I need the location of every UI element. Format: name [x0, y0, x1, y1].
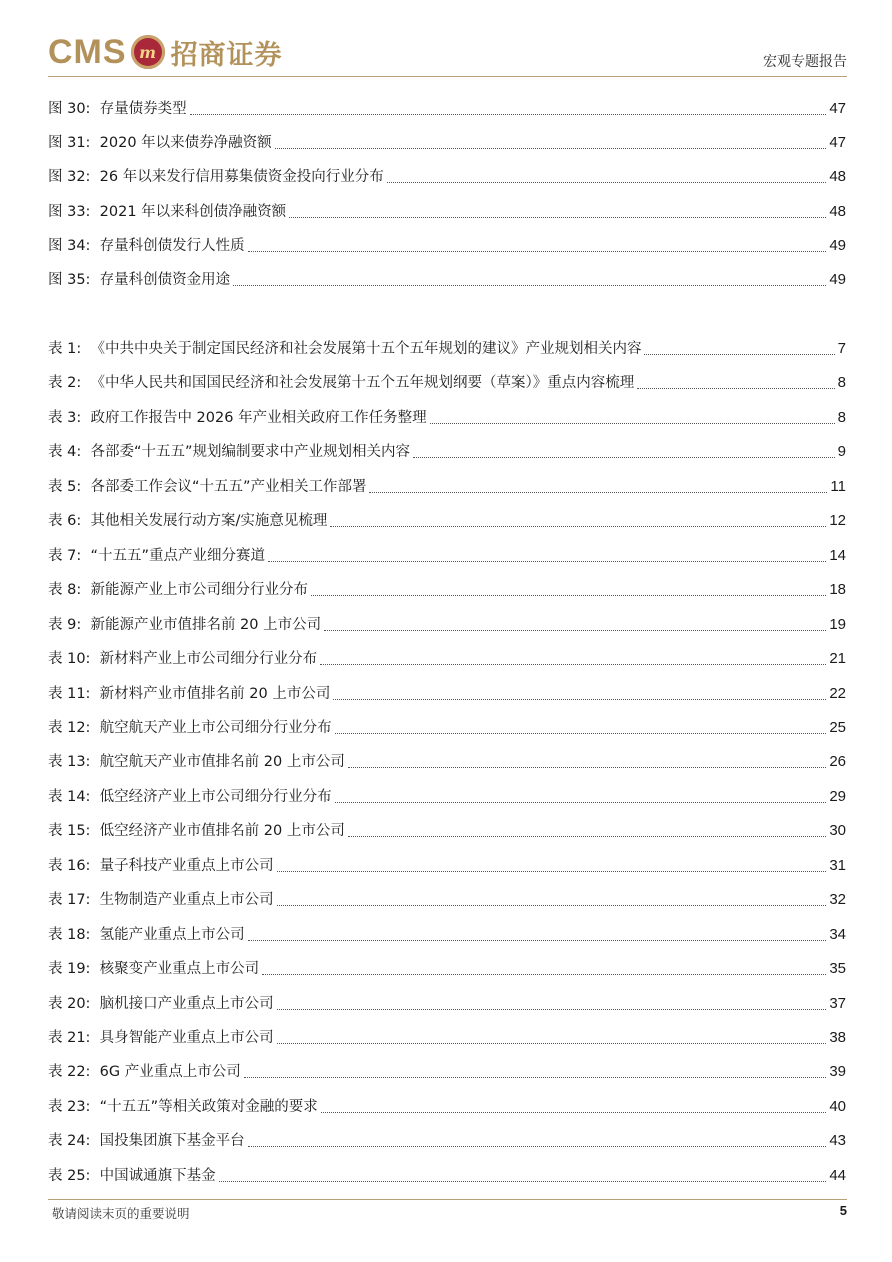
figure-entry[interactable]	[48, 268, 846, 290]
figure-label: 图 32:	[48, 169, 91, 186]
table-title: 《中华人民共和国国民经济和社会发展第十五个五年规划纲要（草案）》重点内容梳理	[90, 375, 635, 392]
figure-label: 图 34:	[48, 237, 91, 254]
table-title: “十五五”重点产业细分赛道	[90, 547, 265, 564]
table-page-number: 40	[829, 1097, 846, 1115]
table-label: 表 14:	[48, 788, 91, 805]
figure-entry[interactable]	[48, 234, 846, 256]
dot-leader	[644, 353, 834, 355]
figure-page-number: 49	[829, 236, 846, 254]
dot-leader	[289, 216, 826, 218]
table-label: 表 3:	[48, 409, 82, 426]
dot-leader	[277, 904, 827, 906]
table-title: 量子科技产业重点上市公司	[99, 857, 274, 874]
table-page-number: 19	[829, 615, 846, 633]
table-entry[interactable]	[48, 888, 846, 910]
table-entry[interactable]	[48, 682, 846, 704]
page-number: 5	[839, 1203, 847, 1218]
table-label: 表 4:	[48, 444, 82, 461]
table-label: 表 22:	[48, 1064, 91, 1081]
table-label: 表 25:	[48, 1167, 91, 1184]
figure-title: 存量债券类型	[99, 101, 187, 117]
figure-entry[interactable]	[48, 200, 846, 222]
table-page-number: 37	[829, 994, 846, 1012]
table-page-number: 14	[829, 546, 846, 564]
table-page-number: 18	[829, 581, 846, 599]
dot-leader	[311, 594, 826, 596]
figure-label: 图 31:	[48, 135, 91, 152]
table-title: 其他相关发展行动方案/实施意见梳理	[90, 513, 328, 530]
table-entry[interactable]	[48, 509, 846, 531]
table-title: 航空航天产业上市公司细分行业分布	[99, 719, 332, 736]
table-page-number: 9	[837, 443, 846, 461]
table-page-number: 25	[829, 718, 846, 736]
table-title: 航空航天产业市值排名前 20 上市公司	[99, 754, 345, 771]
report-type: 宏观专题报告	[763, 54, 847, 70]
table-title: 氢能产业重点上市公司	[99, 926, 245, 943]
figure-page-number: 48	[829, 168, 846, 186]
table-entry[interactable]	[48, 819, 846, 841]
table-label: 表 20:	[48, 995, 91, 1012]
table-entry[interactable]	[48, 1129, 846, 1151]
table-page-number: 44	[829, 1166, 846, 1184]
dot-leader	[637, 387, 834, 389]
dot-leader	[333, 698, 826, 700]
table-page-number: 35	[829, 960, 846, 978]
table-entry[interactable]	[48, 337, 846, 359]
table-label: 表 23:	[48, 1098, 91, 1115]
table-entry[interactable]	[48, 406, 846, 428]
table-label: 表 19:	[48, 961, 91, 978]
dot-leader	[387, 181, 827, 183]
figure-label: 图 30:	[48, 101, 91, 117]
dot-leader	[248, 250, 827, 252]
table-page-number: 11	[830, 477, 846, 495]
table-title: 国投集团旗下基金平台	[99, 1133, 245, 1150]
header-divider	[48, 76, 847, 77]
table-page-number: 39	[829, 1063, 846, 1081]
table-label: 表 16:	[48, 857, 91, 874]
table-title: 各部委工作会议“十五五”产业相关工作部署	[90, 478, 367, 495]
dot-leader	[277, 870, 827, 872]
dot-leader	[330, 525, 826, 527]
table-entry[interactable]	[48, 750, 846, 772]
table-entry[interactable]	[48, 854, 846, 876]
table-entry[interactable]	[48, 785, 846, 807]
table-entry[interactable]	[48, 440, 846, 462]
table-title: 政府工作报告中 2026 年产业相关政府工作任务整理	[90, 409, 427, 426]
table-title: 各部委“十五五”规划编制要求中产业规划相关内容	[90, 444, 410, 461]
table-entry[interactable]	[48, 578, 846, 600]
table-label: 表 2:	[48, 375, 82, 392]
dot-leader	[324, 629, 826, 631]
table-entry[interactable]	[48, 1164, 846, 1186]
table-page-number: 29	[829, 787, 846, 805]
figure-entry[interactable]	[48, 165, 846, 187]
table-page-number: 31	[829, 856, 846, 874]
figure-page-number: 47	[829, 134, 846, 152]
table-page-number: 30	[829, 822, 846, 840]
figure-title: 2020 年以来债券净融资额	[99, 135, 272, 152]
figure-entry[interactable]	[48, 131, 846, 153]
figure-title: 存量科创债发行人性质	[99, 237, 245, 254]
dot-leader	[233, 284, 826, 286]
dot-leader	[277, 1042, 827, 1044]
figure-page-number: 47	[829, 100, 846, 117]
table-title: 新材料产业市值排名前 20 上市公司	[99, 685, 331, 702]
dot-leader	[413, 456, 835, 458]
figure-entry[interactable]	[48, 97, 846, 119]
table-label: 表 6:	[48, 513, 82, 530]
table-title: 新材料产业上市公司细分行业分布	[99, 651, 318, 668]
table-label: 表 1:	[48, 341, 82, 357]
dot-leader	[335, 801, 827, 803]
figure-label: 图 35:	[48, 272, 91, 288]
table-title: 新能源产业市值排名前 20 上市公司	[90, 616, 322, 633]
figure-title: 存量科创债资金用途	[99, 272, 231, 288]
table-entry[interactable]	[48, 1060, 846, 1082]
table-entry[interactable]	[48, 371, 846, 393]
figure-label: 图 33:	[48, 203, 91, 220]
logo-latin-text: CMS	[48, 32, 127, 71]
table-title: “十五五”等相关政策对金融的要求	[99, 1098, 318, 1115]
dot-leader	[335, 732, 827, 734]
table-entry[interactable]	[48, 716, 846, 738]
table-title: 中国诚通旗下基金	[99, 1167, 216, 1184]
table-label: 表 21:	[48, 1030, 91, 1046]
dot-leader	[348, 766, 826, 768]
table-entry[interactable]	[48, 1026, 846, 1048]
dot-leader	[190, 113, 827, 115]
dot-leader	[430, 422, 835, 424]
logo-chinese-text: 招商证券	[170, 39, 283, 71]
table-label: 表 9:	[48, 616, 82, 633]
table-title: 6G 产业重点上市公司	[99, 1064, 241, 1081]
table-page-number: 38	[829, 1029, 846, 1046]
table-entry[interactable]	[48, 613, 846, 635]
footer-divider	[48, 1199, 847, 1200]
dot-leader	[219, 1180, 827, 1182]
table-title: 低空经济产业上市公司细分行业分布	[99, 788, 332, 805]
table-page-number: 8	[837, 374, 846, 392]
figure-page-number: 49	[829, 271, 846, 288]
table-label: 表 10:	[48, 651, 91, 668]
table-page-number: 8	[837, 408, 846, 426]
table-label: 表 24:	[48, 1133, 91, 1150]
dot-leader	[262, 973, 826, 975]
dot-leader	[244, 1076, 827, 1078]
table-title: 《中共中央关于制定国民经济和社会发展第十五个五年规划的建议》产业规划相关内容	[90, 341, 642, 357]
dot-leader	[248, 939, 827, 941]
dot-leader	[320, 663, 826, 665]
table-title: 脑机接口产业重点上市公司	[99, 995, 274, 1012]
table-entry[interactable]	[48, 475, 846, 497]
table-label: 表 7:	[48, 547, 82, 564]
dot-leader	[275, 147, 827, 149]
table-page-number: 34	[829, 925, 846, 943]
table-entry[interactable]	[48, 992, 846, 1014]
cms-logo	[48, 30, 283, 74]
table-title: 具身智能产业重点上市公司	[99, 1030, 274, 1046]
dot-leader	[268, 560, 826, 562]
table-label: 表 5:	[48, 478, 82, 495]
table-title: 新能源产业上市公司细分行业分布	[90, 582, 308, 599]
dot-leader	[348, 835, 826, 837]
table-entry[interactable]	[48, 1095, 846, 1117]
figure-title: 26 年以来发行信用募集债资金投向行业分布	[99, 169, 384, 186]
footer-note: 敬请阅读末页的重要说明	[52, 1206, 190, 1221]
logo-emblem-icon: m	[131, 35, 165, 69]
table-label: 表 17:	[48, 892, 91, 909]
table-label: 表 12:	[48, 719, 91, 736]
table-label: 表 18:	[48, 926, 91, 943]
table-page-number: 22	[829, 684, 846, 702]
table-page-number: 32	[829, 891, 846, 909]
table-label: 表 15:	[48, 823, 91, 840]
table-page-number: 12	[829, 512, 846, 530]
table-label: 表 8:	[48, 582, 82, 599]
dot-leader	[321, 1111, 827, 1113]
table-entry[interactable]	[48, 923, 846, 945]
page-header	[0, 0, 892, 80]
table-page-number: 21	[829, 650, 846, 668]
table-label: 表 13:	[48, 754, 91, 771]
dot-leader	[369, 491, 827, 493]
table-page-number: 26	[829, 753, 846, 771]
table-label: 表 11:	[48, 685, 91, 702]
figure-page-number: 48	[829, 202, 846, 220]
table-entry[interactable]	[48, 544, 846, 566]
dot-leader	[277, 1008, 827, 1010]
table-entry[interactable]	[48, 957, 846, 979]
dot-leader	[248, 1145, 827, 1147]
table-title: 核聚变产业重点上市公司	[99, 961, 260, 978]
table-page-number: 7	[837, 340, 846, 357]
table-page-number: 43	[829, 1132, 846, 1150]
table-title: 低空经济产业市值排名前 20 上市公司	[99, 823, 345, 840]
table-entry[interactable]	[48, 647, 846, 669]
figure-title: 2021 年以来科创债净融资额	[99, 203, 287, 220]
table-title: 生物制造产业重点上市公司	[99, 892, 274, 909]
